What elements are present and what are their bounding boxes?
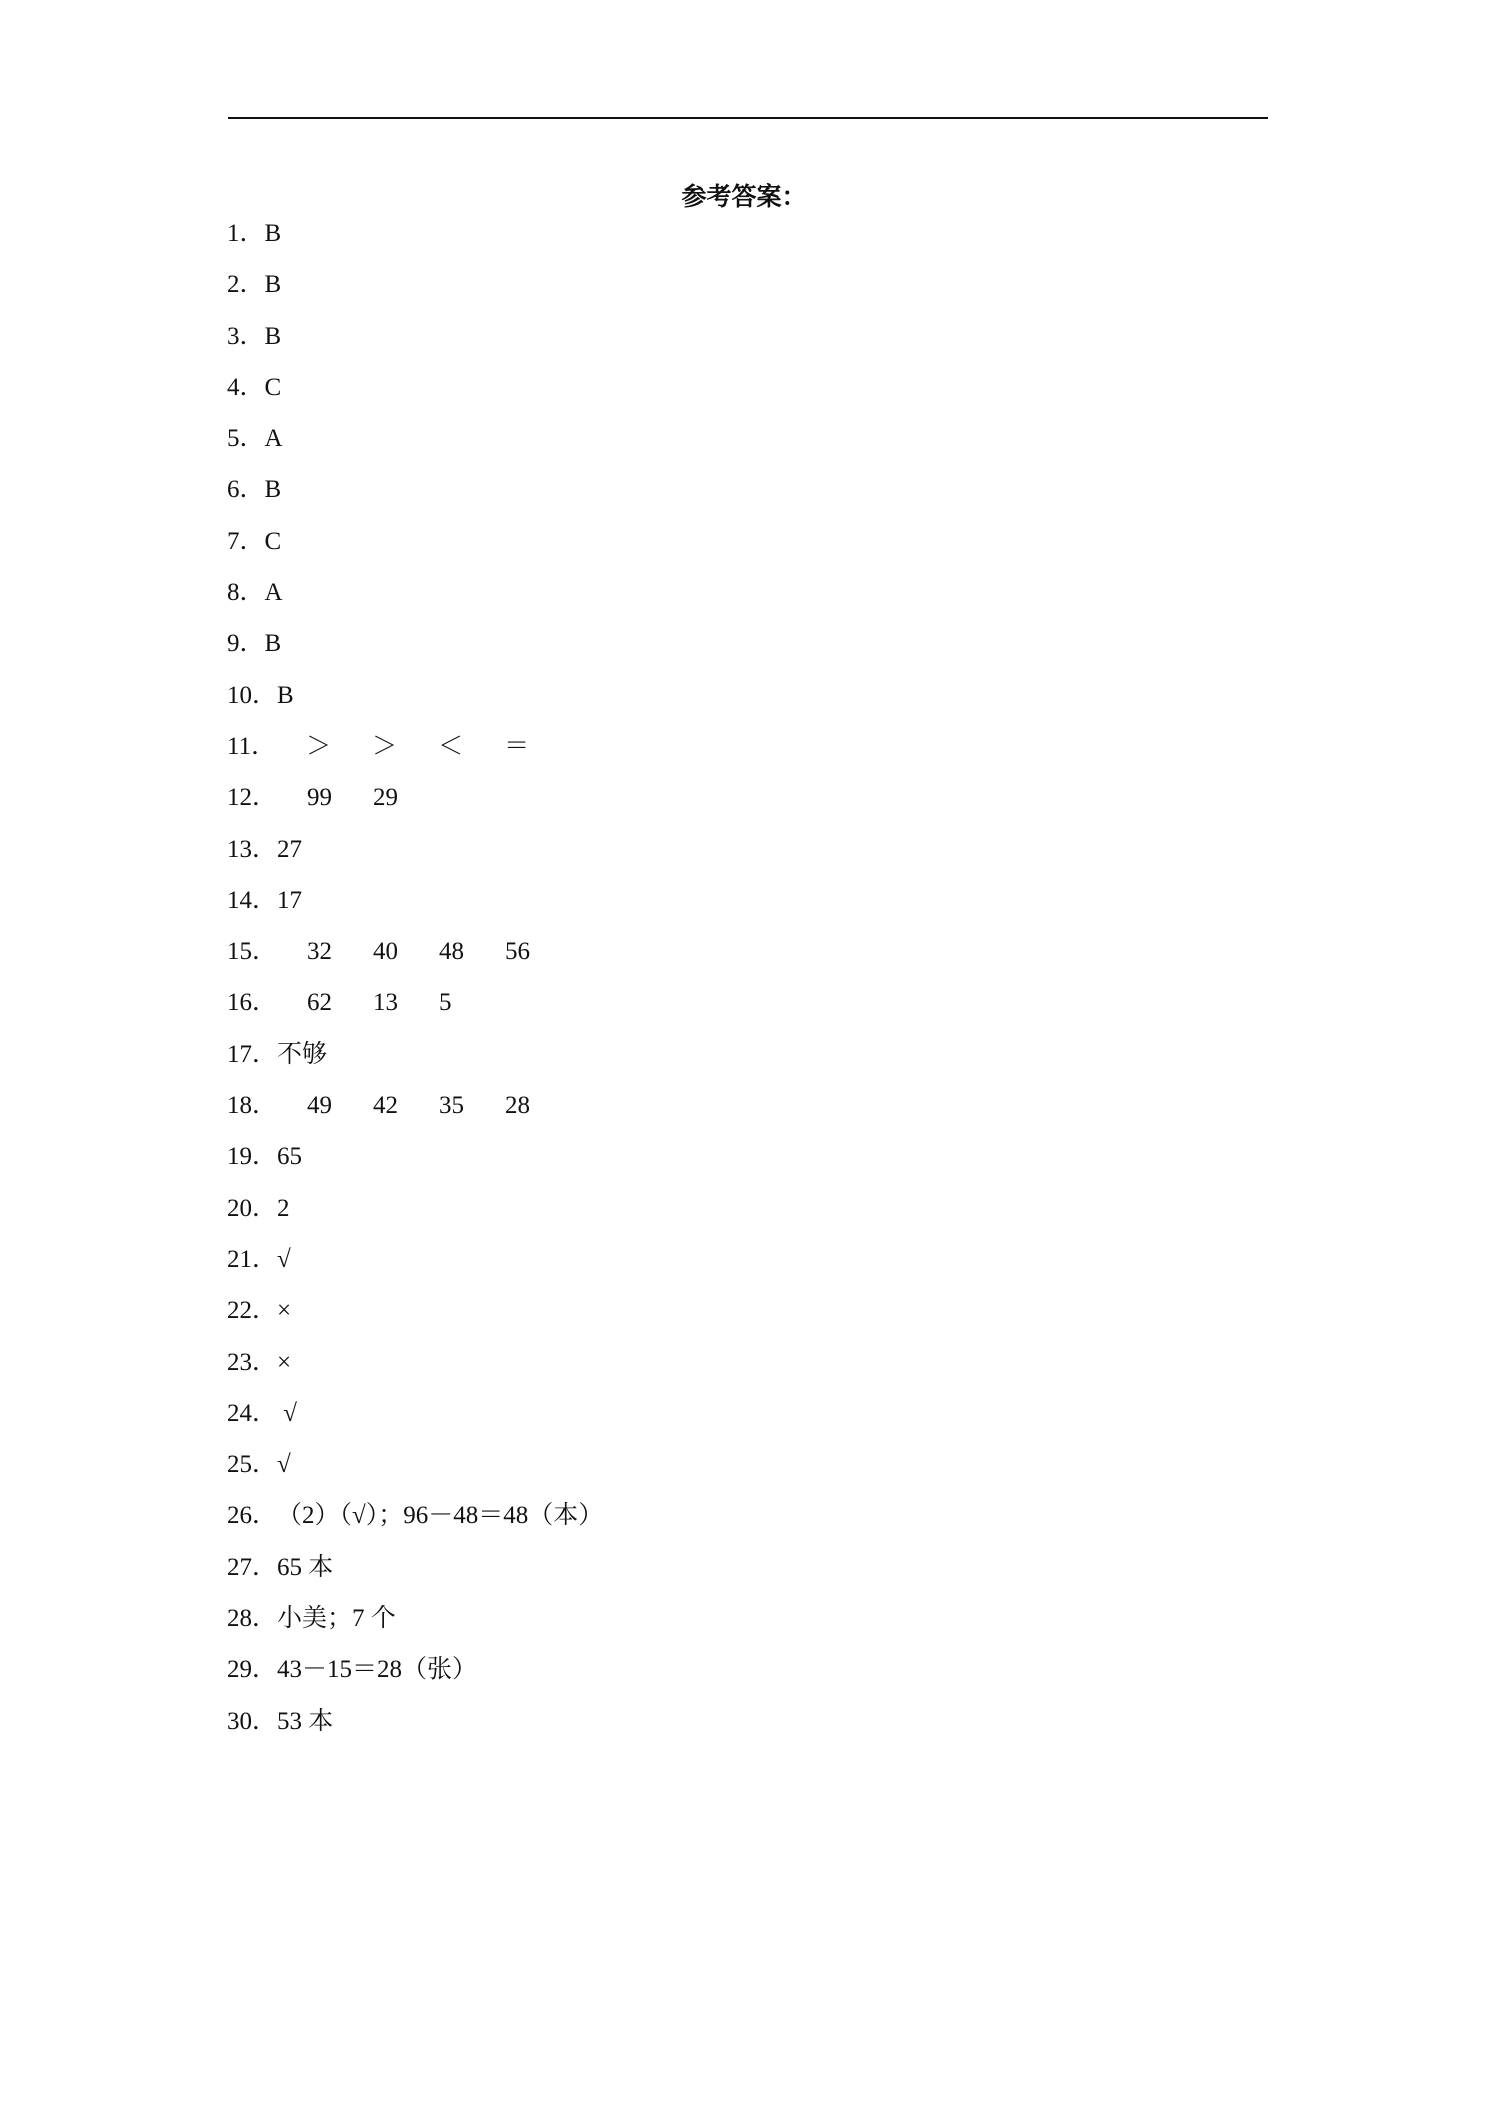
answer-number: 11．	[227, 732, 277, 760]
answer-text: ×	[277, 1297, 292, 1325]
answer-number: 26．	[227, 1502, 278, 1530]
answer-number: 29．	[227, 1656, 278, 1684]
answer-item	[227, 1293, 603, 1344]
answer-number: 23．	[227, 1348, 278, 1376]
answer-number: 16．	[227, 989, 278, 1017]
answer-number: 7．	[227, 527, 265, 555]
answer-blanks	[307, 780, 439, 816]
answer-number: 9．	[227, 630, 265, 658]
answer-item	[227, 1088, 603, 1139]
answer-blanks	[307, 934, 571, 970]
answer-blank: 99	[307, 784, 333, 812]
answer-item	[227, 216, 603, 267]
answer-text: B	[277, 681, 294, 709]
answer-text: C	[264, 373, 282, 401]
answer-item	[227, 370, 603, 421]
answer-number: 25．	[227, 1451, 278, 1479]
answer-blank: 32	[307, 938, 333, 966]
answer-number: 8．	[227, 579, 265, 607]
answer-item	[227, 626, 603, 677]
answer-item	[227, 1704, 603, 1755]
answer-blank: 62	[307, 989, 333, 1017]
answer-text: A	[264, 425, 283, 453]
answer-blank: 42	[373, 1092, 399, 1120]
answer-item	[227, 883, 603, 934]
answer-text: C	[264, 527, 282, 555]
answer-blank: 48	[439, 938, 465, 966]
answer-blank: ＜	[438, 732, 464, 760]
answer-number: 15．	[227, 938, 278, 966]
answer-item	[227, 1498, 603, 1549]
answer-text: 43－15＝28（张）	[277, 1656, 478, 1684]
answer-number: 22．	[227, 1297, 278, 1325]
answer-number: 27．	[227, 1553, 278, 1581]
answer-number: 10．	[227, 681, 278, 709]
page-title: 参考答案：	[681, 184, 807, 211]
answer-blank: 5	[439, 989, 452, 1017]
answer-item	[227, 1601, 603, 1652]
answer-item	[227, 421, 603, 472]
answer-item	[227, 1652, 603, 1703]
answer-blanks	[306, 729, 570, 765]
answer-text: B	[264, 630, 282, 658]
answer-item	[227, 472, 603, 523]
answer-item	[227, 1550, 603, 1601]
answer-number: 18．	[227, 1092, 278, 1120]
answer-text: B	[264, 476, 282, 504]
answer-blank: 49	[307, 1092, 333, 1120]
answer-number: 24．	[227, 1399, 278, 1427]
answer-text: 17	[277, 886, 303, 914]
answer-blanks	[307, 985, 505, 1021]
answer-blank: ＞	[372, 732, 398, 760]
answer-number: 14．	[227, 886, 278, 914]
answer-number: 19．	[227, 1143, 278, 1171]
answer-item	[227, 1447, 603, 1498]
answer-item	[227, 985, 603, 1036]
answer-item	[227, 524, 603, 575]
answer-item	[227, 678, 603, 729]
answer-text: ×	[277, 1348, 292, 1376]
answer-item	[227, 1139, 603, 1190]
answer-number: 2．	[227, 271, 265, 299]
answer-blank: 29	[373, 784, 399, 812]
answer-text: A	[264, 579, 283, 607]
answer-text: 27	[277, 835, 303, 863]
answer-item	[227, 780, 603, 831]
answer-text: B	[264, 271, 282, 299]
answer-item	[227, 1345, 603, 1396]
answer-blank: 28	[505, 1092, 531, 1120]
answer-item	[227, 1037, 603, 1088]
answer-text: 不够	[277, 1040, 328, 1068]
answer-item	[227, 319, 603, 370]
answer-number: 21．	[227, 1245, 278, 1273]
answer-number: 28．	[227, 1605, 278, 1633]
answer-number: 6．	[227, 476, 265, 504]
answer-text: 2	[277, 1194, 290, 1222]
answer-item	[227, 267, 603, 318]
answer-number: 13．	[227, 835, 278, 863]
answer-item	[227, 575, 603, 626]
answer-blank: 35	[439, 1092, 465, 1120]
answer-text: √	[277, 1399, 297, 1427]
answer-blank: 56	[505, 938, 531, 966]
answer-text: （2）（√）；96－48＝48（本）	[277, 1502, 604, 1530]
answer-blank: 13	[373, 989, 399, 1017]
answer-item	[227, 1242, 603, 1293]
answer-text: B	[264, 220, 282, 247]
answer-number: 17．	[227, 1040, 278, 1068]
answer-number: 20．	[227, 1194, 278, 1222]
header-rule	[228, 117, 1268, 119]
answer-text: B	[264, 322, 282, 350]
answer-text: 65 本	[277, 1553, 334, 1581]
answer-blank: ＞	[306, 732, 332, 760]
answer-text: 65	[277, 1143, 303, 1171]
answer-item	[227, 1396, 603, 1447]
answer-blank: ＝	[504, 732, 530, 760]
answer-number: 4．	[227, 373, 265, 401]
answer-text: √	[277, 1451, 291, 1479]
answer-number: 12．	[227, 784, 278, 812]
answer-text: √	[277, 1245, 291, 1273]
answer-number: 3．	[227, 322, 265, 350]
answer-number: 30．	[227, 1707, 278, 1735]
answer-item	[227, 832, 603, 883]
answer-item	[227, 934, 603, 985]
answer-blanks	[307, 1088, 571, 1124]
answer-blank: 40	[373, 938, 399, 966]
answer-number: 5．	[227, 425, 265, 453]
answer-text: 53 本	[277, 1707, 334, 1735]
answer-item	[227, 729, 603, 780]
answer-item	[227, 1191, 603, 1242]
answer-list	[227, 216, 603, 1755]
answer-text: 小美；7 个	[277, 1605, 396, 1633]
answer-number: 1．	[227, 220, 265, 247]
